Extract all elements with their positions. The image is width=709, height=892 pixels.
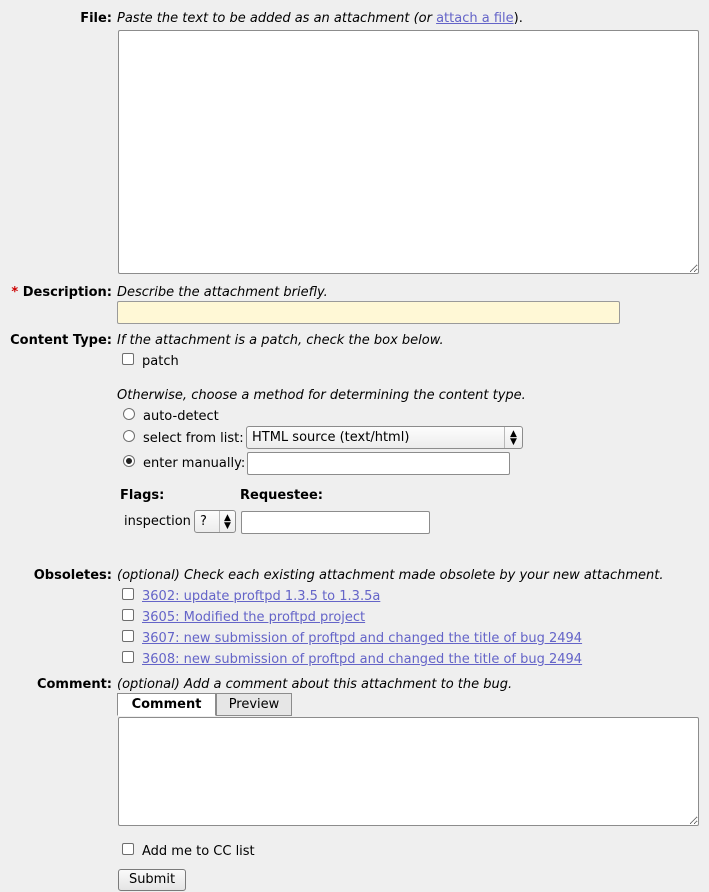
description-input[interactable] — [117, 301, 620, 324]
content-type-hint: If the attachment is a patch, check the box below. — [117, 333, 444, 348]
file-label: File: — [80, 11, 112, 26]
comment-label: Comment: — [36, 677, 112, 692]
patch-label: patch — [142, 354, 179, 369]
requestee-input[interactable] — [241, 511, 430, 534]
description-label: * Description: — [11, 285, 112, 300]
content-method-hint: Otherwise, choose a method for determining the content type. — [117, 388, 526, 403]
manual-content-type-input[interactable] — [247, 452, 510, 475]
obsolete-checkbox-3608[interactable] — [122, 651, 134, 663]
obsolete-link-3605[interactable]: 3605: Modified the proftpd project — [142, 610, 366, 625]
obsolete-checkbox-3602[interactable] — [122, 588, 134, 600]
obsoletes-label: Obsoletes: — [33, 568, 112, 583]
obsolete-link-3602[interactable]: 3602: update proftpd 1.3.5 to 1.3.5a — [142, 589, 381, 604]
obsolete-link-3607[interactable]: 3607: new submission of proftpd and changed the title of bug 2494 — [142, 631, 583, 646]
attachment-text-area[interactable] — [118, 30, 699, 274]
obsolete-checkbox-3607[interactable] — [122, 630, 134, 642]
file-hint: Paste the text to be added as an attachment (or attach a file). — [117, 11, 523, 26]
patch-checkbox[interactable] — [122, 353, 134, 365]
submit-button[interactable]: Submit — [118, 869, 186, 891]
required-mark: * — [11, 285, 19, 300]
inspection-flag-label: inspection — [124, 514, 191, 529]
requestee-header: Requestee: — [240, 488, 323, 503]
obsolete-link-3608[interactable]: 3608: new submission of proftpd and changed the title of bug 2494 — [142, 652, 583, 667]
content-type-label: Content Type: — [10, 333, 112, 348]
comment-text-area[interactable] — [118, 717, 699, 826]
obsoletes-hint: (optional) Check each existing attachment made obsolete by your new attachment. — [117, 568, 664, 583]
select-from-list-label: select from list: — [143, 431, 244, 446]
comment-hint: (optional) Add a comment about this attachment to the bug. — [117, 677, 513, 692]
auto-detect-radio[interactable] — [123, 408, 135, 420]
inspection-flag-value: ? — [200, 514, 207, 529]
flags-header: Flags: — [120, 488, 165, 503]
select-arrows-icon: ▲ ▼ — [504, 427, 522, 448]
enter-manually-radio[interactable] — [123, 455, 135, 467]
enter-manually-label: enter manually: — [143, 456, 246, 471]
select-from-list-radio[interactable] — [123, 430, 135, 442]
tab-comment[interactable]: Comment — [117, 693, 216, 716]
select-arrows-icon: ▲ ▼ — [219, 511, 235, 532]
content-type-selected-value: HTML source (text/html) — [252, 430, 410, 445]
inspection-flag-select[interactable] — [194, 510, 236, 533]
content-type-select[interactable] — [246, 426, 523, 449]
description-hint: Describe the attachment briefly. — [117, 285, 328, 300]
cc-label: Add me to CC list — [142, 844, 255, 859]
auto-detect-label: auto-detect — [143, 409, 219, 424]
obsolete-checkbox-3605[interactable] — [122, 609, 134, 621]
cc-checkbox[interactable] — [122, 843, 134, 855]
attach-file-link[interactable]: attach a file — [436, 11, 514, 26]
tab-preview[interactable]: Preview — [216, 693, 292, 716]
